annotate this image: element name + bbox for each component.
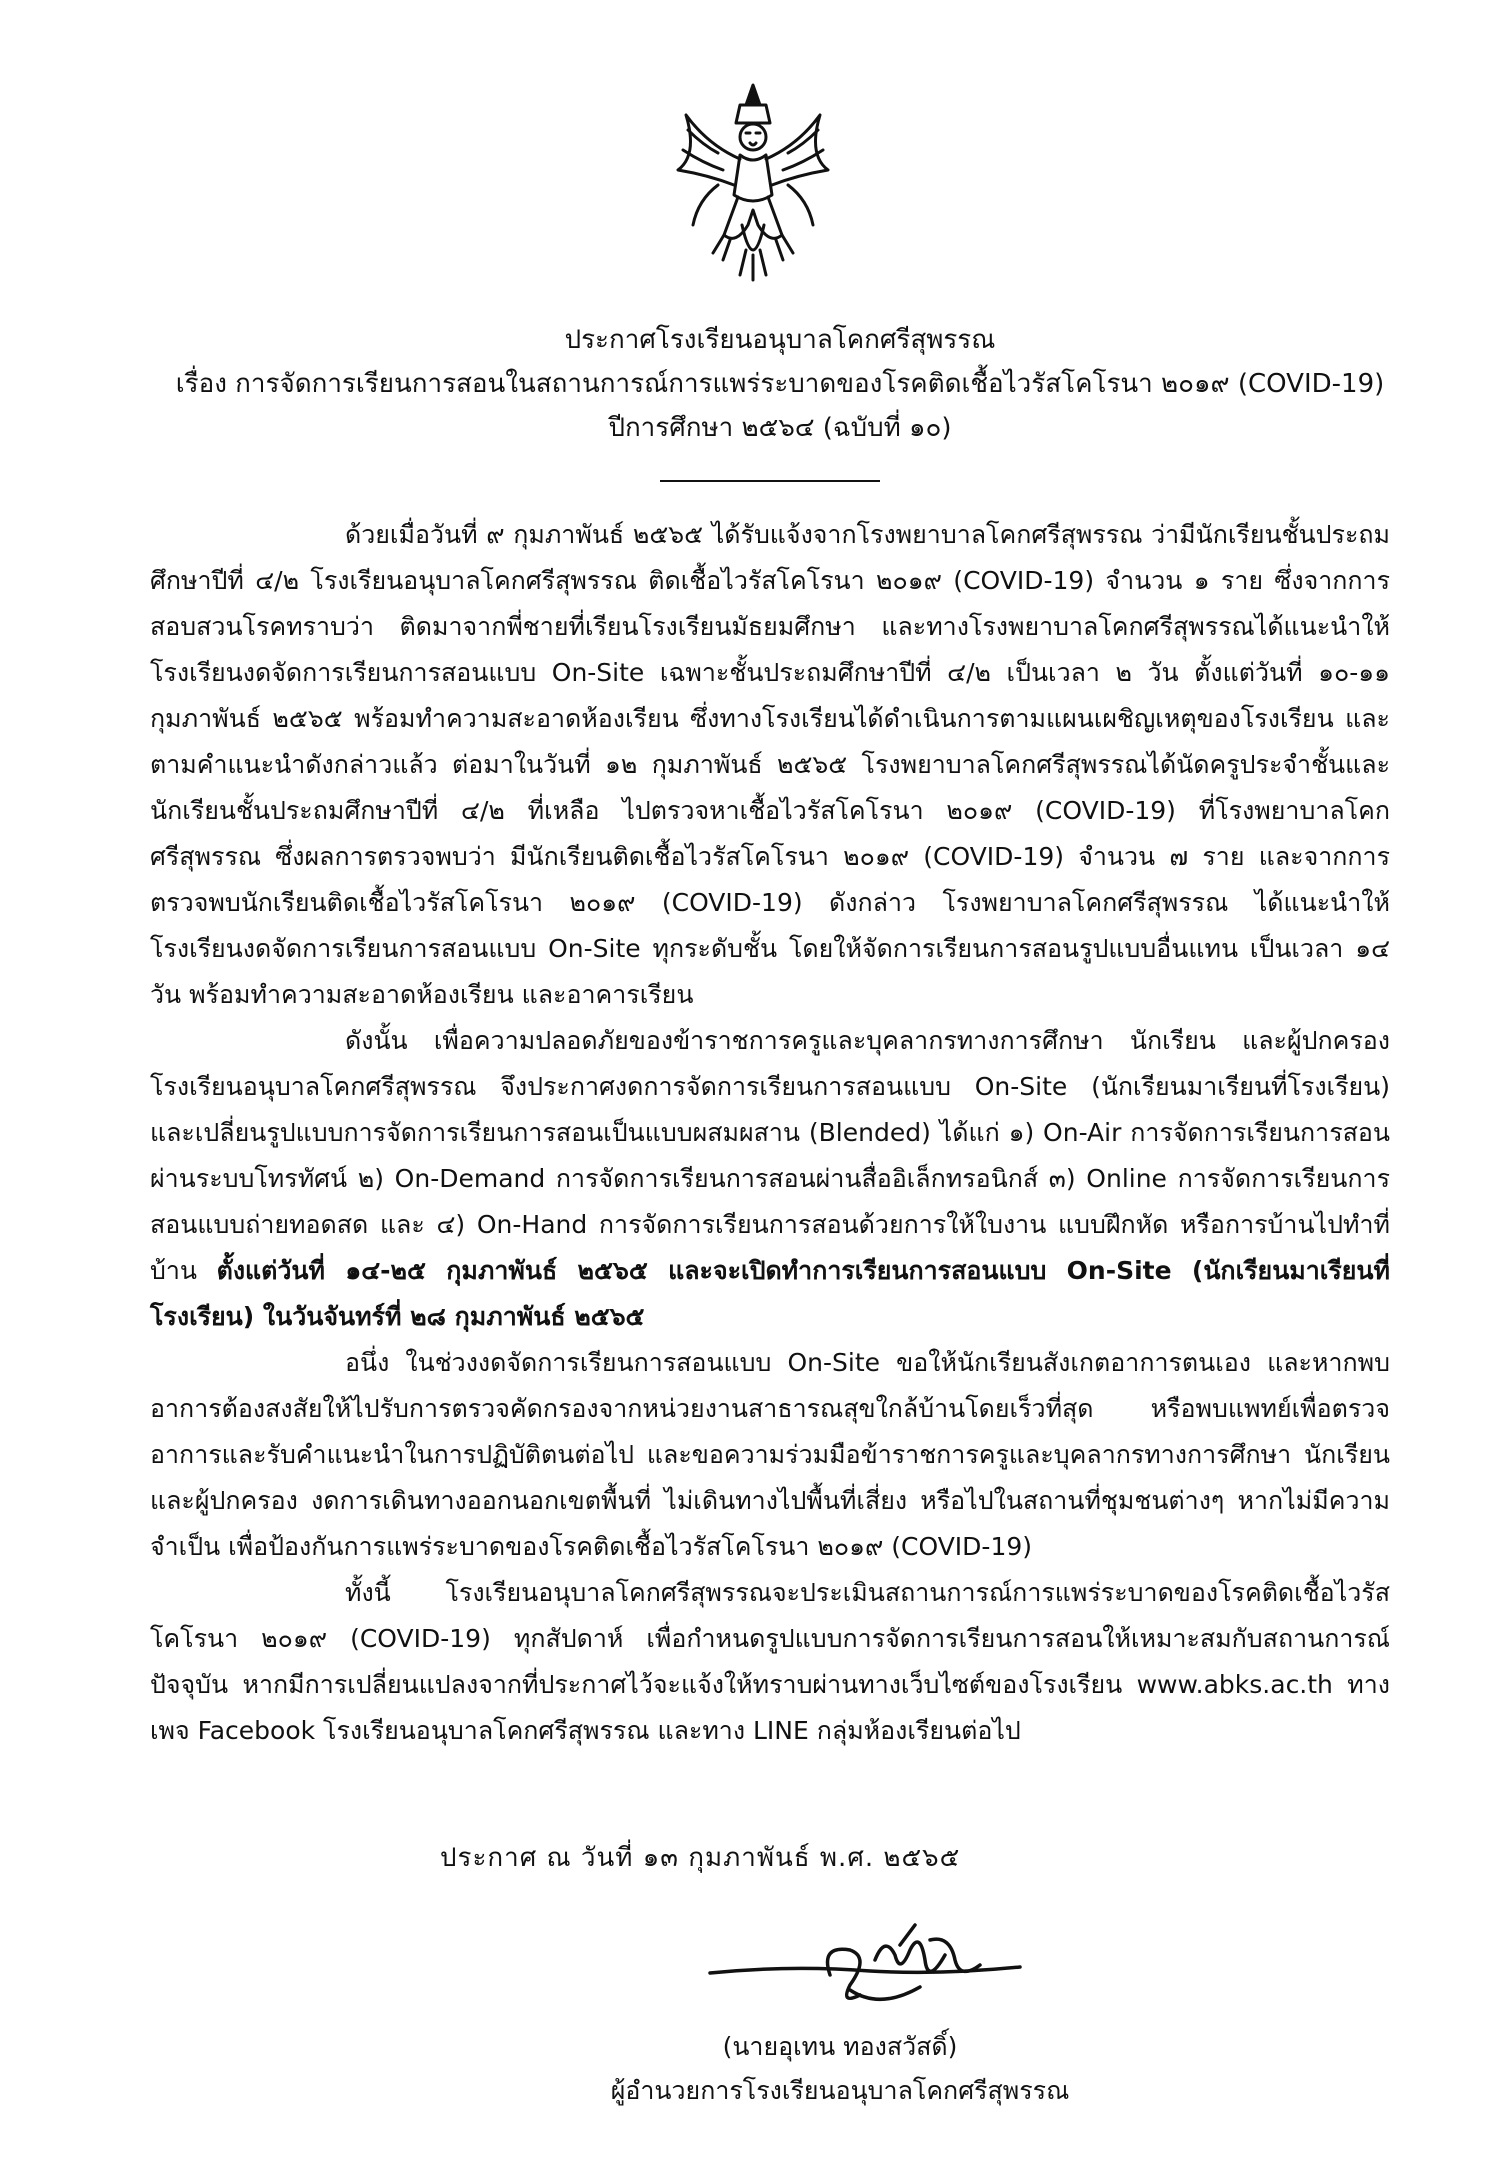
signer-title: ผู้อำนวยการโรงเรียนอนุบาลโคกศรีสุพรรณ: [610, 2076, 1070, 2105]
signer-block: [590, 2025, 1090, 2113]
signature-icon: [700, 1915, 1030, 2025]
garuda-emblem-icon: [658, 75, 848, 285]
announcement-body: [150, 512, 1390, 1754]
paragraph-2: [150, 1018, 1390, 1340]
header-divider: [660, 480, 880, 482]
paragraph-1: ด้วยเมื่อวันที่ ๙ กุมภาพันธ์ ๒๕๖๕ ได้รับแจ้งจากโรงพยาบาลโคกศรีสุพรรณ ว่ามีนักเรียนชั้นประถมศึกษาปีที่ ๔/๒ โรงเรียนอนุบาลโคกศรีสุพรรณ ติดเชื้อไวรัสโคโรนา ๒๐๑๙ (COVID-19) จำนวน ๑ ราย ซึ่งจากการสอบสวนโรคทราบว่า ติดมาจากพี่ชายที่เรียนโรงเรียนมัธยมศึกษา และทางโรงพยาบาลโคกศรีสุพรรณได้แนะนำให้โรงเรียนงดจัดการเรียนการสอนแบบ On-Site เฉพาะชั้นประถมศึกษาปีที่ ๔/๒ เป็นเวลา ๒ วัน ตั้งแต่วันที่ ๑๐-๑๑ กุมภาพันธ์ ๒๕๖๕ พร้อมทำความสะอาดห้องเรียน ซึ่งทางโรงเรียนได้ดำเนินการตามแผนเผชิญเหตุของโรงเรียน และตามคำแนะนำดังกล่าวแล้ว ต่อมาในวันที่ ๑๒ กุมภาพันธ์ ๒๕๖๕ โรงพยาบาลโคกศรีสุพรรณได้นัดครูประจำชั้นและนักเรียนชั้นประถมศึกษาปีที่ ๔/๒ ที่เหลือ ไปตรวจหาเชื้อไวรัสโคโรนา ๒๐๑๙ (COVID-19) ที่โรงพยาบาลโคกศรีสุพรรณ ซึ่งผลการตรวจพบว่า มีนักเรียนติดเชื้อไวรัสโคโรนา ๒๐๑๙ (COVID-19) จำนวน ๗ ราย และจากการตรวจพบนักเรียนติดเชื้อไวรัสโคโรนา ๒๐๑๙ (COVID-19) ดังกล่าว โรงพยาบาลโคกศรีสุพรรณ ได้แนะนำให้โรงเรียนงดจัดการเรียนการสอนแบบ On-Site ทุกระดับชั้น โดยให้จัดการเรียนการสอนรูปแบบอื่นแทน เป็นเวลา ๑๔ วัน พร้อมทำความสะอาดห้องเรียน และอาคารเรียน: [150, 520, 1390, 1009]
header-title: ประกาศโรงเรียนอนุบาลโคกศรีสุพรรณ: [564, 325, 996, 355]
paragraph-2-bold: ตั้งแต่วันที่ ๑๔-๒๕ กุมภาพันธ์ ๒๕๖๕ และจะเปิดทำการเรียนการสอนแบบ On-Site (นักเรียนมาเรียนที่โรงเรียน) ในวันจันทร์ที่ ๒๘ กุมภาพันธ์ ๒๕๖๕: [150, 1256, 1390, 1331]
paragraph-3: อนึ่ง ในช่วงงดจัดการเรียนการสอนแบบ On-Site ขอให้นักเรียนสังเกตอาการตนเอง และหากพบอาการต้องสงสัยให้ไปรับการตรวจคัดกรองจากหน่วยงานสาธารณสุขใกล้บ้านโดยเร็วที่สุด หรือพบแพทย์เพื่อตรวจอาการและรับคำแนะนำในการปฏิบัติตนต่อไป และขอความร่วมมือข้าราชการครูและบุคลากรทางการศึกษา นักเรียน และผู้ปกครอง งดการเดินทางออกนอกเขตพื้นที่ ไม่เดินทางไปพื้นที่เสี่ยง หรือไปในสถานที่ชุมชนต่างๆ หากไม่มีความจำเป็น เพื่อป้องกันการแพร่ระบาดของโรคติดเชื้อไวรัสโคโรนา ๒๐๑๙ (COVID-19): [150, 1348, 1390, 1561]
paragraph-4: ทั้งนี้ โรงเรียนอนุบาลโคกศรีสุพรรณจะประเมินสถานการณ์การแพร่ระบาดของโรคติดเชื้อไวรัสโคโรนา ๒๐๑๙ (COVID-19) ทุกสัปดาห์ เพื่อกำหนดรูปแบบการจัดการเรียนการสอนให้เหมาะสมกับสถานการณ์ปัจจุบัน หากมีการเปลี่ยนแปลงจากที่ประกาศไว้จะแจ้งให้ทราบผ่านทางเว็บไซต์ของโรงเรียน www.abks.ac.th ทางเพจ Facebook โรงเรียนอนุบาลโคกศรีสุพรรณ และทาง LINE กลุ่มห้องเรียนต่อไป: [150, 1578, 1390, 1745]
paragraph-2-text: ดังนั้น เพื่อความปลอดภัยของข้าราชการครูและบุคลากรทางการศึกษา นักเรียน และผู้ปกครอง โรงเรียนอนุบาลโคกศรีสุพรรณ จึงประกาศงดการจัดการเรียนการสอนแบบ On-Site (นักเรียนมาเรียนที่โรงเรียน) และเปลี่ยนรูปแบบการจัดการเรียนการสอนเป็นแบบผสมผสาน (Blended) ได้แก่ ๑) On-Air การจัดการเรียนการสอนผ่านระบบโทรทัศน์ ๒) On-Demand การจัดการเรียนการสอนผ่านสื่ออิเล็กทรอนิกส์ ๓) Online การจัดการเรียนการสอนแบบถ่ายทอดสด และ ๔) On-Hand การจัดการเรียนการสอนด้วยการให้ใบงาน แบบฝึกหัด หรือการบ้านไปทำที่บ้าน: [150, 1026, 1390, 1285]
header-academic-year: ปีการศึกษา ๒๕๖๔ (ฉบับที่ ๑๐): [608, 413, 952, 443]
signer-name: (นายอุเทน ทองสวัสดิ์): [722, 2032, 958, 2061]
header-subject: เรื่อง การจัดการเรียนการสอนในสถานการณ์การแพร่ระบาดของโรคติดเชื้อไวรัสโคโรนา ๒๐๑๙ (COVID-19): [175, 369, 1385, 399]
announcement-date: ประกาศ ณ วันที่ ๑๓ กุมภาพันธ์ พ.ศ. ๒๕๖๕: [440, 1843, 961, 1873]
announcement-header: [150, 318, 1410, 450]
